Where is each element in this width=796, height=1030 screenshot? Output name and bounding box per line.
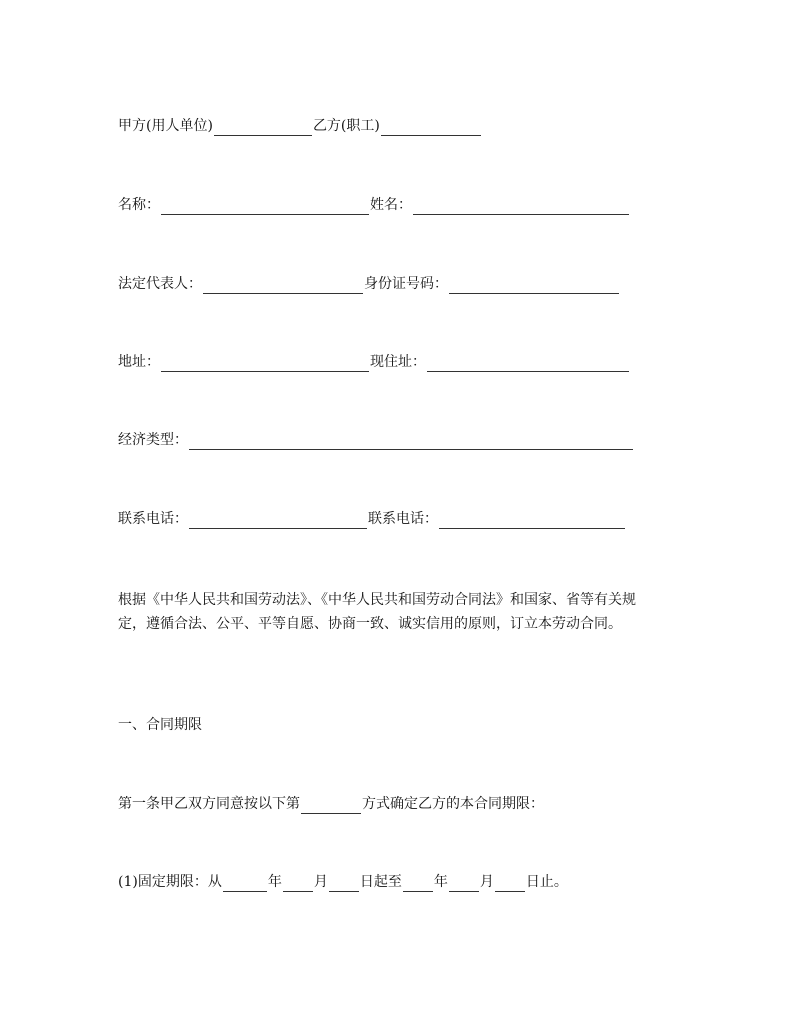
article-1-suffix: 方式确定乙方的本合同期限： xyxy=(362,796,544,812)
phone-row xyxy=(118,509,626,529)
legal-rep-blank[interactable] xyxy=(203,279,363,294)
company-name-blank[interactable] xyxy=(161,200,369,215)
phone-a-label: 联系电话： xyxy=(118,511,188,527)
parties-row xyxy=(118,116,482,136)
legal-rep-row xyxy=(118,274,620,294)
company-name-label: 名称： xyxy=(118,197,160,213)
start-year-blank[interactable] xyxy=(223,877,267,892)
end-day-blank[interactable] xyxy=(495,877,525,892)
fixed-term-prefix: (1)固定期限：从 xyxy=(118,874,222,890)
address-blank[interactable] xyxy=(161,357,369,372)
end-day-label: 日止。 xyxy=(525,874,568,890)
fixed-term-row xyxy=(118,872,568,892)
current-address-label: 现住址： xyxy=(370,354,426,370)
phone-b-blank[interactable] xyxy=(439,514,625,529)
economic-type-row xyxy=(118,430,634,450)
start-month-label: 月 xyxy=(313,874,328,890)
address-label: 地址： xyxy=(118,354,160,370)
article-1-prefix: 第一条甲乙双方同意按以下第 xyxy=(118,796,300,812)
current-address-blank[interactable] xyxy=(427,357,629,372)
economic-type-label: 经济类型： xyxy=(118,432,188,448)
address-row xyxy=(118,352,630,372)
party-a-blank[interactable] xyxy=(214,121,312,136)
id-number-blank[interactable] xyxy=(449,279,619,294)
name-row xyxy=(118,195,630,215)
phone-b-label: 联系电话： xyxy=(368,511,438,527)
party-b-label: 乙方(职工) xyxy=(312,118,380,134)
end-year-label: 年 xyxy=(433,874,448,890)
end-month-label: 月 xyxy=(479,874,494,890)
term-method-blank[interactable] xyxy=(301,799,361,814)
end-month-blank[interactable] xyxy=(449,877,479,892)
start-year-label: 年 xyxy=(267,874,282,890)
phone-a-blank[interactable] xyxy=(189,514,367,529)
party-a-label: 甲方(用人单位) xyxy=(118,118,213,134)
start-day-blank[interactable] xyxy=(329,877,359,892)
section-1-heading-text: 一、合同期限 xyxy=(118,717,202,733)
end-year-blank[interactable] xyxy=(403,877,433,892)
article-1-row xyxy=(118,794,544,814)
id-number-label: 身份证号码： xyxy=(364,276,448,292)
economic-type-blank[interactable] xyxy=(189,435,633,450)
person-name-label: 姓名： xyxy=(370,197,412,213)
person-name-blank[interactable] xyxy=(413,200,629,215)
section-1-heading xyxy=(118,715,202,735)
preamble-paragraph: 根据《中华人民共和国劳动法》、《中华人民共和国劳动合同法》和国家、省等有关规定，遵循合法、公平、平等自愿、协商一致、诚实信用的原则，订立本劳动合同。 xyxy=(118,592,636,632)
legal-rep-label: 法定代表人： xyxy=(118,276,202,292)
party-b-blank[interactable] xyxy=(381,121,481,136)
start-day-label: 日起至 xyxy=(359,874,402,890)
start-month-blank[interactable] xyxy=(283,877,313,892)
